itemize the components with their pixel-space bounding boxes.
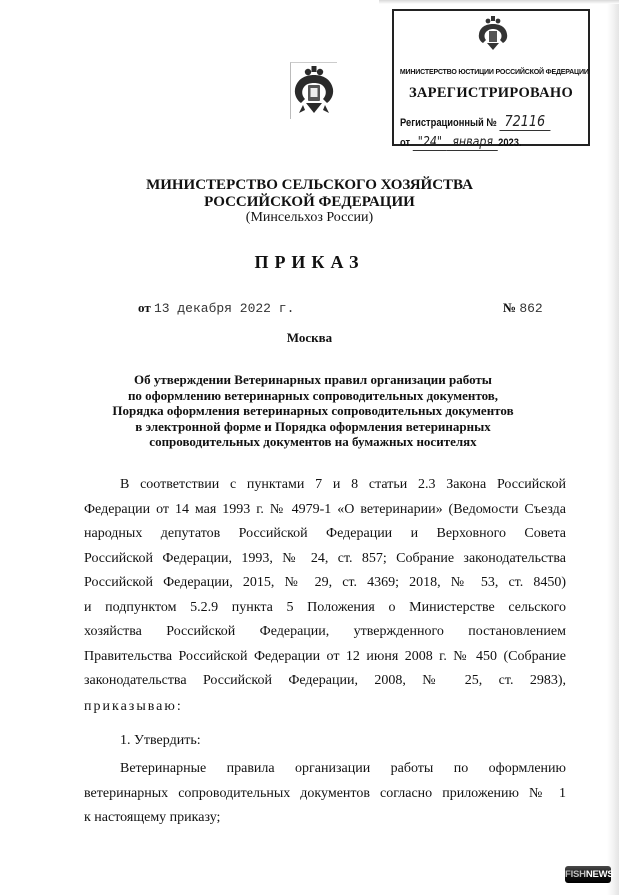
order-number-label: № xyxy=(503,300,517,315)
ministry-name-line2: РОССИЙСКОЙ ФЕДЕРАЦИИ xyxy=(204,194,415,210)
registration-stamp xyxy=(392,9,590,150)
ministry-name-line1: МИНИСТЕРСТВО СЕЛЬСКОГО ХОЗЯЙСТВА xyxy=(146,177,473,193)
stamp-date-suffix: . xyxy=(518,137,522,149)
stamp-date-month: января xyxy=(447,135,498,151)
stamp-date-day: "24" xyxy=(413,135,447,151)
coat-of-arms-icon xyxy=(290,62,337,119)
item-1-heading: 1. Утвердить: xyxy=(120,733,201,748)
subject-line: по оформлению ветеринарных сопроводительных документов, xyxy=(127,387,499,403)
subject-line: Об утверждении Ветеринарных правил организации работы xyxy=(134,372,492,387)
document-type-title: ПРИКАЗ xyxy=(254,252,365,272)
scan-edge-shadow-top xyxy=(379,0,619,4)
order-date-value: 13 декабря 2022 г. xyxy=(153,301,295,316)
stamp-date-line xyxy=(400,135,522,150)
preamble-paragraph xyxy=(84,473,566,694)
stamp-ministry-name: МИНИСТЕРСТВО ЮСТИЦИИ РОССИЙСКОЙ ФЕДЕРАЦИИ xyxy=(399,67,589,76)
body-line: народных депутатов Российской Федерации и Верховного Совета xyxy=(84,526,566,541)
watermark-part2: NEWS xyxy=(585,869,614,880)
body-line: ветеринарных сопроводительных документов согласно приложению № 1 xyxy=(84,785,566,801)
ministry-short-name: (Минсельхоз России) xyxy=(245,210,374,225)
body-line: Российской Федерации, 2015, № 29, ст. 4369; 2018, № 53, ст. 8450) xyxy=(84,575,566,590)
body-line: Федерации от 14 мая 1993 г. № 4979-1 «О ветеринарии» (Ведомости Съезда xyxy=(84,501,566,517)
order-date-prefix: от xyxy=(138,300,151,315)
fishnews-watermark-logo xyxy=(565,866,614,883)
body-line: законодательства Российской Федерации, 2008, № 25, ст. 2983), xyxy=(84,673,566,688)
body-line: Российской Федерации, 1993, № 24, ст. 857; Собрание законодательства xyxy=(84,550,566,566)
body-line: Ветеринарные правила организации работы по оформлению xyxy=(120,761,566,776)
order-date xyxy=(138,300,294,316)
body-line: хозяйства Российской Федерации, утвержденного постановлением xyxy=(84,624,566,639)
subject-line: Порядка оформления ветеринарных сопроводительных документов xyxy=(112,403,514,418)
body-line: к настоящему приказу; xyxy=(84,810,221,825)
stamp-reg-label: Регистрационный № xyxy=(400,117,497,129)
body-line: В соответствии с пунктами 7 и 8 статьи 2.3 Закона Российской xyxy=(120,477,566,492)
stamp-reg-number: 72116 xyxy=(499,112,550,131)
order-word: приказываю: xyxy=(84,699,183,714)
city: Москва xyxy=(286,330,333,345)
watermark-part1: FISH xyxy=(565,869,586,880)
order-number-value: 862 xyxy=(519,301,543,316)
stamp-status: ЗАРЕГИСТРИРОВАНО xyxy=(408,85,574,101)
stamp-coat-of-arms-icon xyxy=(476,15,510,53)
item-1-paragraph xyxy=(84,757,566,831)
stamp-date-year: 2023 xyxy=(498,137,519,149)
order-subject xyxy=(60,372,566,450)
subject-line: в электронной форме и Порядка оформления ветеринарных xyxy=(135,418,491,434)
order-number xyxy=(503,300,543,316)
body-line: Правительства Российской Федерации от 12 июня 2008 г. № 450 (Собрание xyxy=(84,648,566,664)
stamp-registration-line xyxy=(400,112,550,130)
scan-edge-shadow xyxy=(607,0,619,895)
stamp-date-prefix: от xyxy=(400,137,411,149)
subject-line: сопроводительных документов на бумажных носителях xyxy=(149,434,477,449)
body-line: и подпунктом 5.2.9 пункта 5 Положения о Министерстве сельского xyxy=(84,599,566,615)
